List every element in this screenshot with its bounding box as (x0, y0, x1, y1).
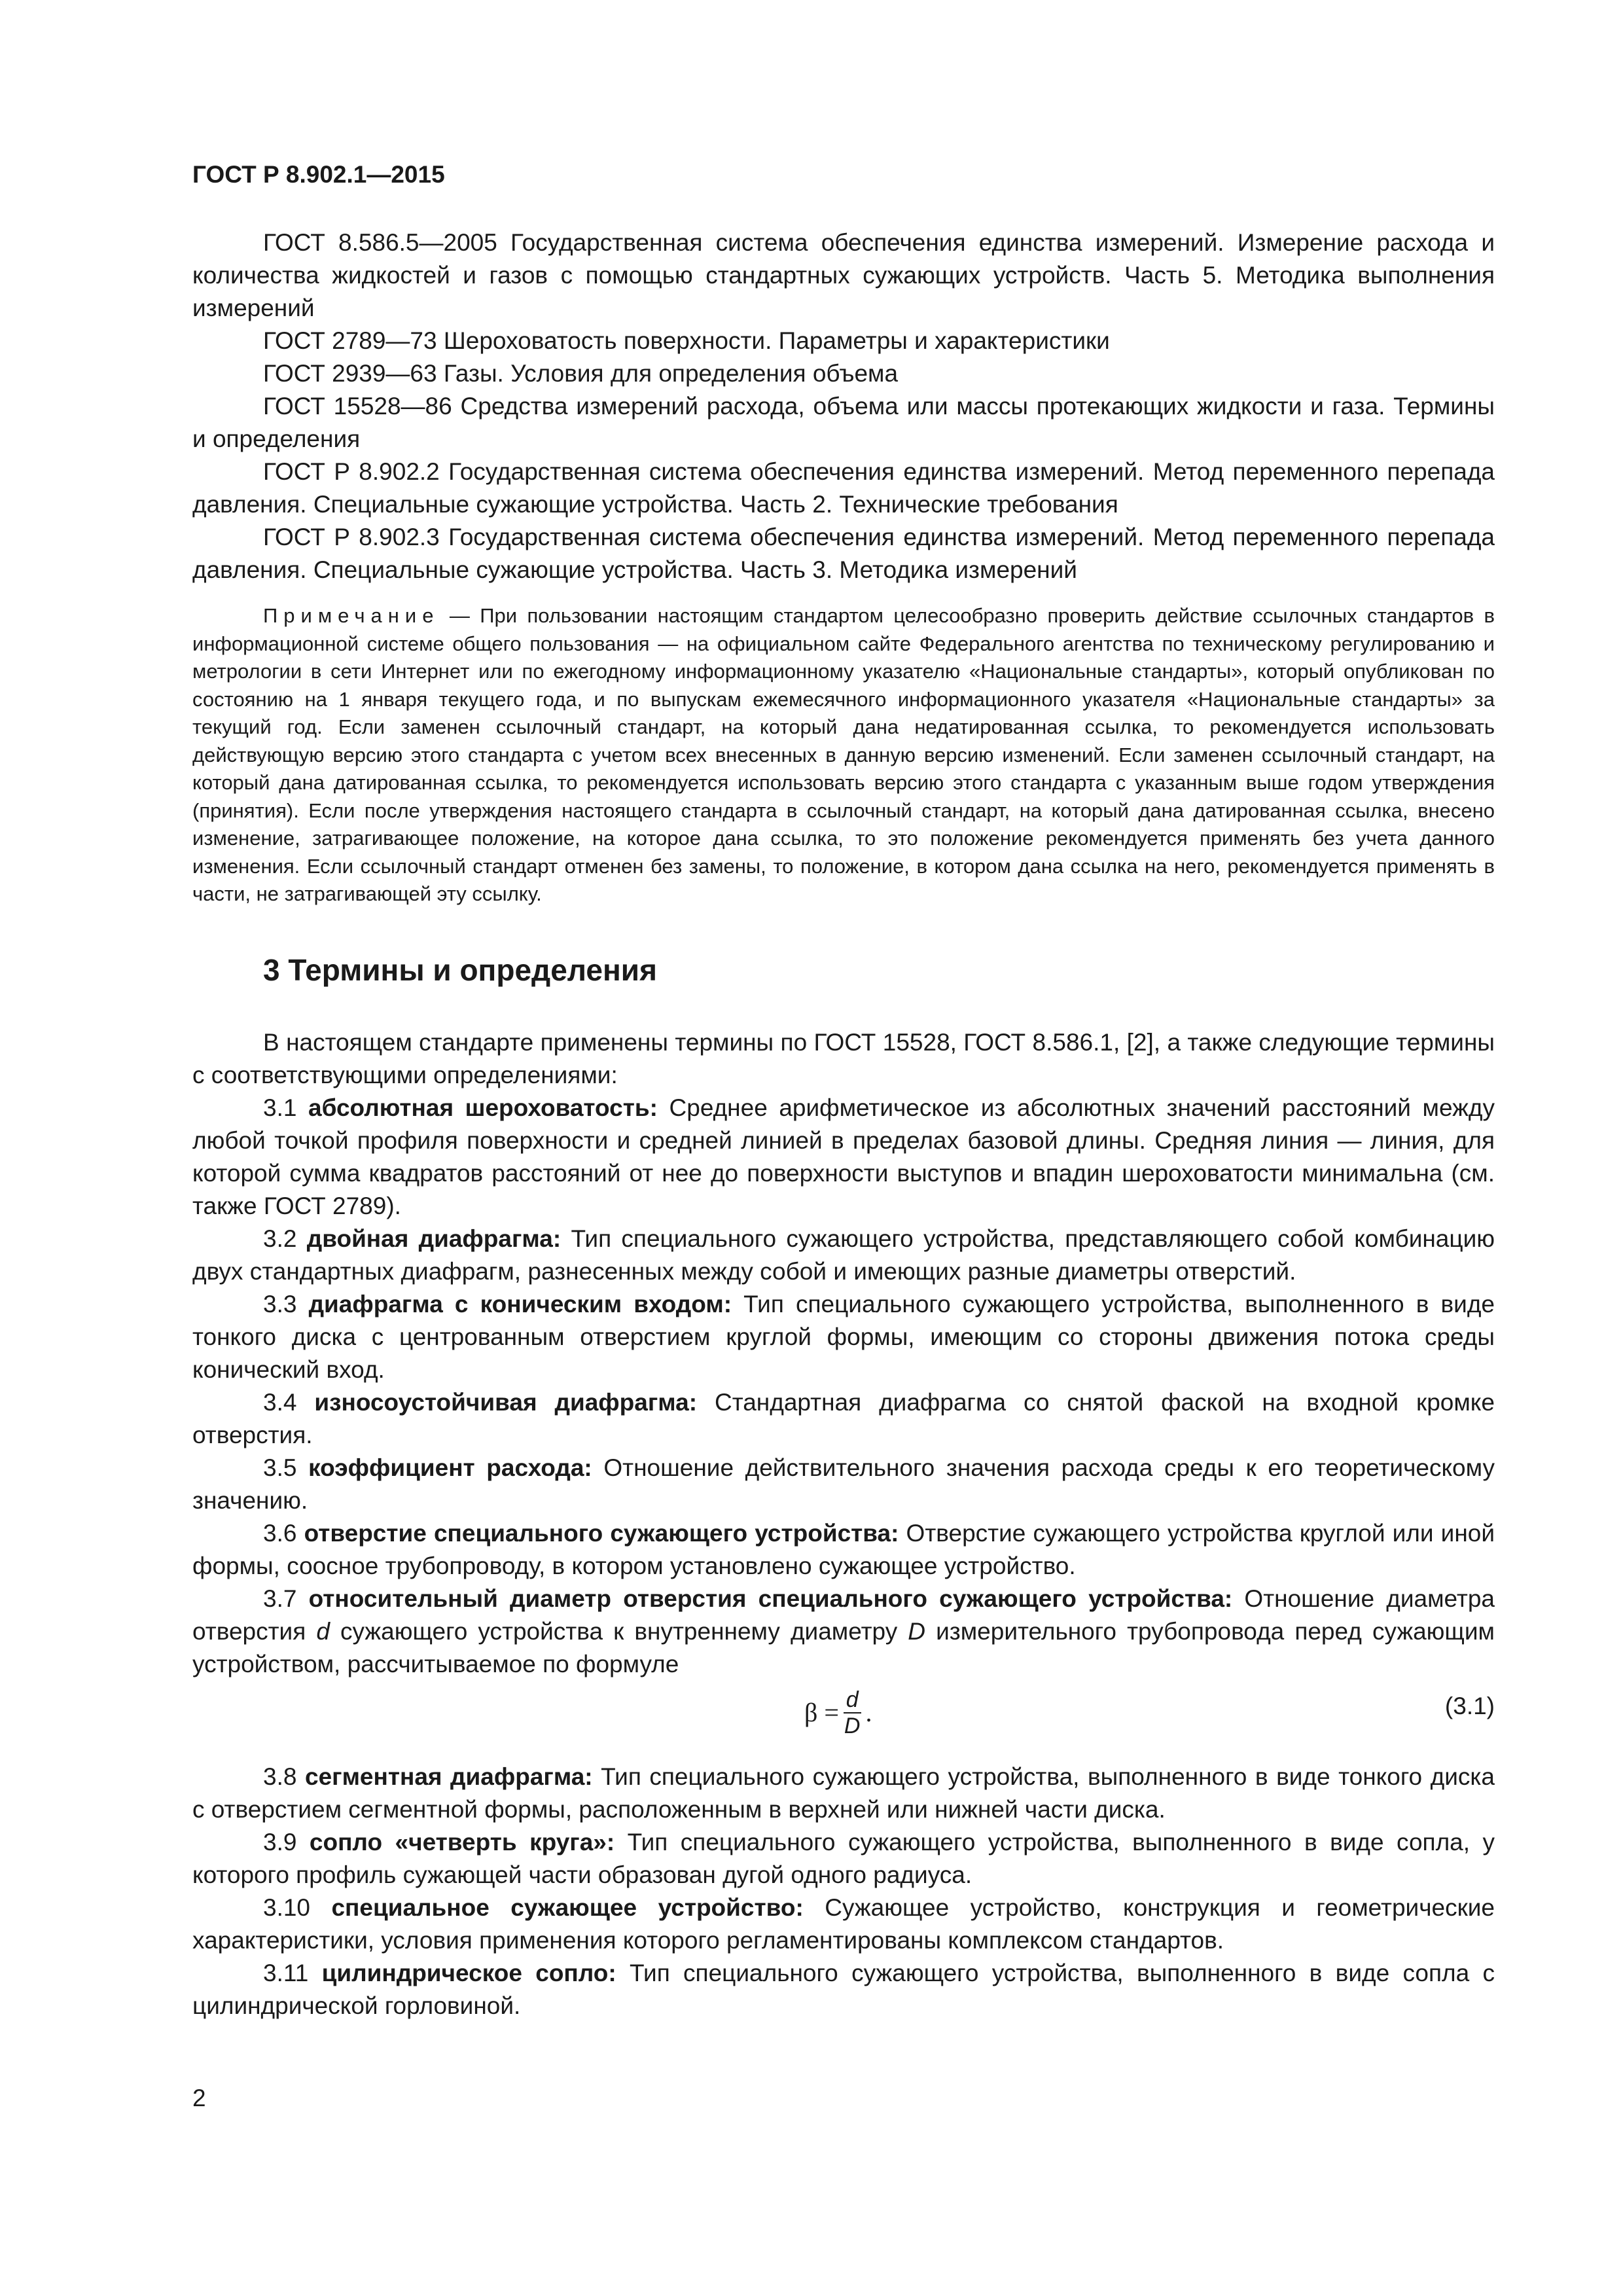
term-definition: Тип специального сужающего устройства, выполненного в виде сопла, у которого профиль сужающей части образован дугой одного радиуса. (192, 1828, 1495, 1888)
term-name: коэффициент расхода: (308, 1454, 592, 1481)
term-name: цилиндрическое сопло: (321, 1959, 616, 1986)
term-number: 3.2 (263, 1225, 297, 1252)
term-name: отверстие специального сужающего устройства: (304, 1519, 899, 1547)
term-entry (192, 1092, 1495, 1223)
variable-d: d (316, 1617, 330, 1645)
term-entry (192, 1223, 1495, 1288)
formula-3-1 (192, 1683, 1495, 1749)
term-number: 3.10 (263, 1893, 311, 1921)
term-name: специальное сужающее устройство: (331, 1893, 804, 1921)
reference-item: ГОСТ 2939—63 Газы. Условия для определения объема (263, 360, 899, 387)
term-entry (192, 1583, 1495, 1681)
page-body (192, 226, 1495, 2022)
note-label: Примечание (263, 604, 440, 627)
term-number: 3.8 (263, 1763, 297, 1790)
term-definition-part: измерительного трубопровода перед сужающим устройством, рассчитываемое по формуле (192, 1617, 1495, 1677)
term-definition: Сужающее устройство, конструкция и геометрические характеристики, условия применения которого регламентированы комплексом стандартов. (192, 1893, 1495, 1954)
term-name: износоустойчивая диафрагма: (314, 1388, 698, 1416)
term-number: 3.3 (263, 1290, 297, 1318)
term-definition: Среднее арифметическое из абсолютных значений расстояний между любой точкой профиля поверхности и средней линией в пределах базовой длины. Средняя линия — линия, для которой сумма квадратов расстояний от нее до поверхности выступов и впадин шероховатости минимальна (см. также ГОСТ 2789). (192, 1094, 1495, 1219)
term-number: 3.6 (263, 1519, 297, 1547)
term-entry (192, 1957, 1495, 2022)
term-name: абсолютная шероховатость: (308, 1094, 658, 1121)
reference-item: ГОСТ 15528—86 Средства измерений расхода, объема или массы протекающих жидкости и газа. Термины и определения (192, 393, 1495, 452)
note (192, 602, 1495, 908)
formula-denominator: D (844, 1713, 861, 1738)
page-number: 2 (192, 2085, 206, 2111)
running-head: ГОСТ Р 8.902.1—2015 (192, 161, 445, 188)
term-definition-part: сужающего устройства к внутреннему диаметру (340, 1617, 898, 1645)
term-entry (192, 1892, 1495, 1957)
term-number: 3.11 (263, 1959, 309, 1986)
formula-end: . (865, 1697, 872, 1727)
formula-lhs: β = (804, 1697, 839, 1727)
reference-item: ГОСТ Р 8.902.3 Государственная система обеспечения единства измерений. Метод переменного перепада давления. Специальные сужающие устройства. Часть 3. Методика измерений (192, 524, 1495, 583)
term-number: 3.4 (263, 1388, 297, 1416)
term-number: 3.9 (263, 1828, 297, 1856)
term-name: диафрагма с коническим входом: (308, 1290, 732, 1318)
term-entry (192, 1288, 1495, 1386)
term-number: 3.1 (263, 1094, 297, 1121)
formula-number: (3.1) (1444, 1692, 1495, 1719)
term-number: 3.7 (263, 1585, 297, 1612)
reference-item: ГОСТ 8.586.5—2005 Государственная система обеспечения единства измерений. Измерение расхода и количества жидкостей и газов с помощью стандартных сужающих устройств. Часть 5. Методика выполнения измерений (192, 229, 1495, 321)
variable-D: D (908, 1617, 926, 1645)
term-definition: Отношение действительного значения расхода среды к его теоретическому значению. (192, 1454, 1495, 1514)
reference-item: ГОСТ Р 8.902.2 Государственная система обеспечения единства измерений. Метод переменного перепада давления. Специальные сужающие устройства. Часть 2. Технические требования (192, 458, 1495, 518)
formula-fraction (842, 1687, 863, 1738)
reference-item: ГОСТ 2789—73 Шероховатость поверхности. Параметры и характеристики (263, 327, 1110, 354)
term-definition-part: Отношение диаметра отверстия (192, 1585, 1495, 1645)
term-entry (192, 1452, 1495, 1517)
section-intro: В настоящем стандарте применены термины по ГОСТ 15528, ГОСТ 8.586.1, [2], а также следующие термины с соответствующими определениями: (192, 1028, 1495, 1088)
term-name: сопло «четверть круга»: (309, 1828, 615, 1856)
term-entry (192, 1517, 1495, 1583)
section-title: 3 Термины и определения (263, 952, 657, 987)
formula-numerator: d (844, 1687, 861, 1713)
term-definition: Тип специального сужающего устройства, выполненного в виде сопла с цилиндрической горловиной. (192, 1959, 1495, 2019)
formula-expression (804, 1687, 872, 1738)
term-definition: Отверстие сужающего устройства круглой или иной формы, соосное трубопроводу, в котором установлено сужающее устройство. (192, 1519, 1495, 1579)
term-definition: Тип специального сужающего устройства, выполненного в виде тонкого диска с отверстием сегментной формы, расположенным в верхней или нижней части диска. (192, 1763, 1495, 1823)
term-entry (192, 1826, 1495, 1892)
term-number: 3.5 (263, 1454, 297, 1481)
term-definition: Стандартная диафрагма со снятой фаской на входной кромке отверстия. (192, 1388, 1495, 1448)
note-text: — При пользовании настоящим стандартом целесообразно проверить действие ссылочных стандартов в информационной системе общего пользования — на официальном сайте Федерального агентства по техническому регулированию и метрологии в сети Интернет или по ежегодному информационному указателю «Национальные стандарты», который опубликован по состоянию на 1 января текущего года, и по выпускам ежемесячного информационного указателя «Национальные стандарты» за текущий год. Если заменен ссылочный стандарт, на который дана недатированная ссылка, то рекомендуется использовать действующую версию этого стандарта с учетом всех внесенных в данную версию изменений. Если заменен ссылочный стандарт, на который дана датированная ссылка, то рекомендуется использовать версию этого стандарта с указанным выше годом утверждения (принятия). Если после утверждения настоящего стандарта в ссылочный стандарт, на который дана датированная ссылка, внесено изменение, затрагивающее положение, на которое дана ссылка, то это положение рекомендуется применять без учета данного изменения. Если ссылочный стандарт отменен без замены, то положение, в котором дана ссылка на него, рекомендуется применять в части, не затрагивающей эту ссылку. (192, 604, 1495, 905)
term-name: двойная диафрагма: (306, 1225, 562, 1252)
term-name: относительный диаметр отверстия специального сужающего устройства: (308, 1585, 1233, 1612)
term-entry (192, 1386, 1495, 1452)
term-name: сегментная диафрагма: (305, 1763, 593, 1790)
term-definition: Тип специального сужающего устройства, представляющего собой комбинацию двух стандартных диафрагм, разнесенных между собой и имеющих разные диаметры отверстий. (192, 1225, 1495, 1285)
term-entry (192, 1761, 1495, 1826)
term-definition: Тип специального сужающего устройства, выполненного в виде тонкого диска с центрованным отверстием круглой формы, имеющим со стороны движения потока среды конический вход. (192, 1290, 1495, 1383)
